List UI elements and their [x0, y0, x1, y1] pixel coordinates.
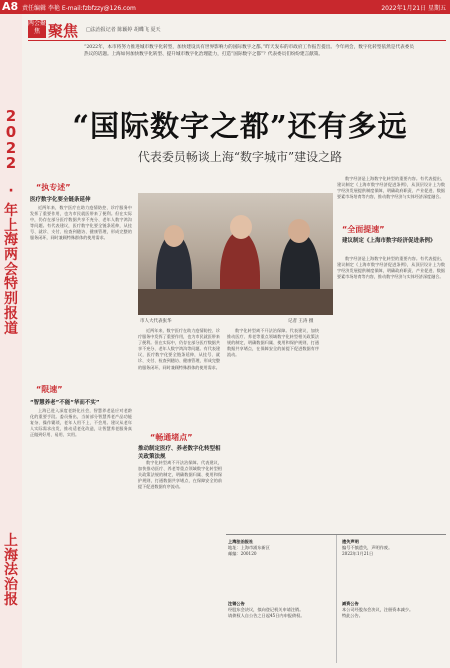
col1b-heading: “限速”: [36, 385, 63, 394]
col3-upper-text: 数字化转型离不开法治保障。代表建议，加快推动医疗、养老等重点领域数字化转型相关政策法规的制定，明确数据归属、使用和保护规则，打通数据共享堵点，在保障安全的前提下促进数据有序流动。: [227, 328, 319, 358]
notice-2-text: 编号不慎遗失，声明作废。: [342, 545, 393, 550]
subheadline: 代表委员畅谈上海“数字城市”建设之路: [137, 150, 343, 164]
band-special-title: 年上海两会特别报道: [4, 203, 18, 337]
col1-body: [30, 205, 132, 375]
special-report-band: [0, 14, 22, 668]
header-rule: [28, 40, 446, 41]
notice-1-text2: 邮编：200120: [228, 551, 257, 556]
page-number: A8: [2, 0, 19, 13]
notice-2-text2: 2022年1月21日: [342, 551, 374, 556]
photo-face-left: [164, 225, 184, 247]
col4-upper-body: [337, 176, 445, 222]
col4-heading: “全面提速”: [342, 225, 385, 234]
column-tag-title: 聚焦: [48, 22, 79, 40]
notice-2-heading: 遗失声明: [342, 539, 359, 544]
photo-credit: 记者 王涛 摄: [288, 319, 314, 324]
editor-info: 责任编辑 李艳 E-mail:fzbfzzy@126.com: [22, 5, 136, 12]
notice-3-text2: 请债权人自公告之日起45日内申报债权。: [228, 613, 305, 618]
col4-text: 数字经济是上海数字化转型的重要内容。有代表提出，建议制定《上海市数字经济促进条例》，从顶层设计上为数字经济发展提供制度保障，明确政府职责、产业促进、数据要素市场培育等内容，推动数字经济与实体经济深度融合。: [337, 256, 445, 280]
notice-1-text: 地址：上海市浦东新区: [228, 545, 270, 550]
col4-body: [337, 256, 445, 526]
col1b-body: [30, 408, 132, 658]
col2-upper-text: 近两年来，数字医疗在助力疫情防控、诊疗服务中发挥了重要作用，也为市民就医带来了便利。但在实际中，仍存在部分医疗数据共享不充分、老年人数字鸿沟等问题。有代表建议，医疗数字化要全链条延伸，从挂号、就诊、支付、检查到随访、健康管理，形成完整的服务闭环，同时兼顾特殊群体的使用需求。: [138, 328, 220, 370]
col1-subheading: 医疗数字化要全链条延伸: [30, 197, 91, 203]
notice-4-heading: 减资公告: [342, 601, 359, 606]
col4-upper-text: 数字经济是上海数字化转型的重要内容。有代表提出，建议制定《上海市数字经济促进条例》，从顶层设计上为数字经济发展提供制度保障，明确政府职责、产业促进、数据要素市场培育等内容，推动数字经济与实体经济深度融合。: [337, 176, 445, 200]
band-year: 2022: [5, 107, 17, 173]
column-tag-icon: 两会聚焦: [28, 20, 46, 38]
col1-heading: “执专述”: [36, 183, 71, 192]
headline: “国际数字之都”还有多远: [72, 109, 408, 143]
notice-3-text: 经股东会决议，拟向登记机关申请注销。: [228, 607, 304, 612]
notice-4: [342, 601, 444, 661]
col2-heading: “畅通堵点”: [150, 433, 193, 442]
band-dot: ·: [8, 183, 14, 199]
notice-2: [342, 539, 444, 597]
notices-area: [226, 534, 446, 663]
notice-3-heading: 注销公告: [228, 601, 245, 606]
photo-caption: 市人大代表张华: [140, 319, 172, 324]
notice-4-text2: 特此公告。: [342, 613, 363, 618]
col1b-text: 上海已进入深度老龄化社会，智慧养老是应对老龄化的重要手段。委员指出，当前部分智慧养老产品功能复杂、操作繁琐，老年人用不上、不会用。建议从老年人实际需求出发，推动适老化改造，让智慧养老服务真正做到好用、易用、实用。: [30, 408, 132, 438]
notice-1: [228, 539, 332, 597]
notice-3: [228, 601, 332, 661]
page-header: [0, 0, 450, 14]
col2-upper-body: [138, 328, 220, 426]
notices-divider: [336, 535, 337, 663]
col1-text: 近两年来，数字医疗在助力疫情防控、诊疗服务中发挥了重要作用，也为市民就医带来了便利。但在实际中，仍存在部分医疗数据共享不充分、老年人数字鸿沟等问题。有代表建议，医疗数字化要全链条延伸，从挂号、就诊、支付、检查到随访、健康管理，形成完整的服务闭环，同时兼顾特殊群体的使用需求。: [30, 205, 132, 241]
lead-paragraph: “2022年，本市将努力推进城市数字化转型，加快建设具有世界影响力的国际数字之都。”昨天发布的市政府工作报告提出。今年两会，数字化转型依然是代表委员热议的话题。上海如何加快数字化转型、提升城市数字化治理能力，打造“国际数字之都”？代表委员们纷纷建言献策。: [84, 45, 414, 57]
col2-text: 数字化转型离不开法治保障。代表建议，加快推动医疗、养老等重点领域数字化转型相关政策法规的制定，明确数据归属、使用和保护规则，打通数据共享堵点，在保障安全的前提下促进数据有序流动。: [138, 460, 222, 490]
notice-1-heading: 上海法治报社: [228, 539, 254, 544]
photo-face-right: [288, 219, 310, 243]
col2-subheading: 推动制定医疗、养老数字化转型相关政策法规: [138, 446, 221, 460]
notice-4-text: 本公司经股东会决议，注册资本减少。: [342, 607, 414, 612]
photo-face-center: [230, 215, 252, 239]
band-brand: 上海法治报: [4, 533, 18, 608]
col1b-subheading: “智慧养老”不能“华而不实”: [30, 400, 100, 406]
col4-subheading: 建议制定《上海市数字经济促进条例》: [342, 238, 436, 244]
reporters-line: □法治报记者 陈颖婷 胡蝶飞 夏天: [86, 27, 161, 33]
col2-body: [138, 460, 222, 660]
column-tag: [28, 20, 78, 38]
issue-date: 2022年1月21日 星期五: [381, 5, 446, 12]
col3-upper-body: [227, 328, 319, 528]
photo-desk: [138, 289, 333, 315]
news-photo: [138, 193, 333, 315]
